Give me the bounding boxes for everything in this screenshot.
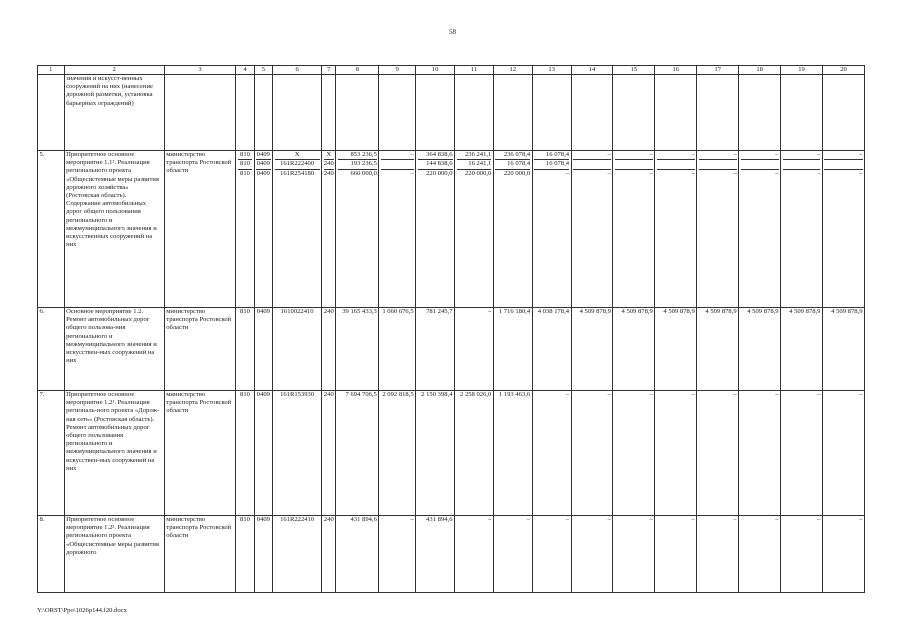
- column-header: 10: [416, 66, 455, 75]
- column-header: 8: [336, 66, 379, 75]
- page-number: 58: [449, 28, 456, 36]
- measure-name: Приоритетное основное мероприятие 1.1². Реализация регионального проекта «Общесистемные меры развития дорожного хозяйства» (Ростовская область). Содержание автомобильных дорог общего пользования регионального и межмуниципального значения и искусственных сооружений на них: [64, 151, 164, 308]
- value-cell: [236, 151, 254, 308]
- cell-value: 236 078,4: [495, 151, 530, 160]
- cell-value: 0409: [256, 391, 270, 398]
- value-cell: [379, 391, 416, 516]
- cell-value: 220 000,0: [426, 169, 453, 177]
- row-number: 5.: [38, 151, 65, 308]
- cell-value: –: [649, 391, 653, 398]
- cell-value: –: [691, 169, 695, 177]
- value-cell: [493, 391, 532, 516]
- table-row: [38, 308, 865, 391]
- column-header: 16: [655, 66, 697, 75]
- table-row: [38, 516, 865, 593]
- cell-value: 16 078,4: [495, 160, 530, 169]
- cell-value: Х: [275, 151, 320, 160]
- cell-value: –: [607, 516, 611, 523]
- cell-value: 240: [323, 516, 334, 523]
- value-cell: [254, 391, 272, 516]
- value-cell: [697, 516, 739, 593]
- value-cell: [455, 308, 494, 391]
- cell-value: –: [488, 516, 492, 523]
- cell-value: 2 258 026,0: [460, 391, 492, 398]
- value-cell: [822, 308, 864, 391]
- cell-value: 240: [323, 308, 334, 315]
- cell-value: 1 060 676,5: [382, 308, 414, 315]
- cell-value: –: [526, 516, 531, 523]
- value-cell: [613, 308, 655, 391]
- executor: министерство транспорта Ростовской области: [164, 151, 236, 308]
- value-cell: [739, 308, 781, 391]
- executor: министерство транспорта Ростовской области: [164, 516, 236, 593]
- cell-value: –: [381, 151, 414, 160]
- cell-value: –: [859, 391, 863, 398]
- value-cell: [613, 391, 655, 516]
- value-cell: [336, 391, 379, 516]
- cell-value: –: [859, 169, 863, 177]
- cell-value: 810: [240, 308, 250, 315]
- cell-value: 4 509 878,9: [789, 308, 821, 315]
- cell-value: [741, 160, 779, 169]
- cell-value: 0409: [256, 151, 270, 160]
- cell-value: 16 078,4: [534, 151, 569, 160]
- cell-value: 4 038 178,4: [537, 308, 570, 315]
- cell-value: [783, 160, 821, 169]
- column-header: 2: [64, 66, 164, 75]
- value-cell: [571, 151, 613, 308]
- value-cell: [493, 308, 532, 391]
- column-header: 13: [532, 66, 571, 75]
- cell-value: –: [615, 151, 653, 160]
- cell-value: –: [657, 151, 695, 160]
- row-number: 7.: [38, 391, 65, 516]
- cell-value: –: [824, 151, 862, 160]
- measure-name: значения и искусст-венных сооружений на них (нанесение дорожной разметки, установка барьерных ограждений): [64, 75, 164, 151]
- value-cell: [493, 516, 532, 593]
- cell-value: 161R254180: [280, 169, 315, 177]
- cell-value: 240: [323, 169, 334, 177]
- value-cell: [416, 308, 455, 391]
- cell-value: –: [410, 169, 414, 177]
- cell-value: 810: [238, 151, 252, 160]
- cell-value: [573, 160, 611, 169]
- value-cell: [322, 308, 336, 391]
- value-cell: [655, 151, 697, 308]
- cell-value: –: [691, 516, 695, 523]
- value-cell: [336, 516, 379, 593]
- value-cell: [822, 516, 864, 593]
- column-header: 6: [273, 66, 322, 75]
- value-cell: [739, 151, 781, 308]
- value-cell: [254, 151, 272, 308]
- value-cell: [322, 516, 336, 593]
- cell-value: –: [573, 151, 611, 160]
- measure-name: Приоритетное основное мероприятие 1.2¹. Реализация региональ-ного проекта «Дорож-ная сеть» (Ростовская область). Ремонт автомобильных дорог общего пользования регионального и межмуниципального значения и искусствен-ных сооружений на них: [64, 391, 164, 516]
- value-cell: [379, 308, 416, 391]
- table-row: [38, 75, 865, 151]
- cell-value: 810: [240, 169, 250, 177]
- cell-value: 16 241,1: [457, 160, 492, 169]
- column-header: 20: [822, 66, 864, 75]
- cell-value: 1 716 180,4: [498, 308, 531, 315]
- value-cell: [781, 151, 823, 308]
- value-cell: [254, 308, 272, 391]
- cell-value: 161R222410: [280, 516, 315, 523]
- cell-value: 4 509 878,9: [831, 308, 863, 315]
- cell-value: –: [817, 391, 821, 398]
- value-cell: [455, 391, 494, 516]
- cell-value: –: [649, 516, 653, 523]
- value-cell: [493, 151, 532, 308]
- value-cell: [571, 391, 613, 516]
- cell-value: 0409: [256, 308, 270, 315]
- value-cell: [322, 151, 336, 308]
- cell-value: 1 193 463,6: [498, 391, 531, 398]
- cell-value: 4 509 878,9: [705, 308, 737, 315]
- cell-value: 2 092 818,5: [382, 391, 414, 398]
- cell-value: 7 694 706,5: [345, 391, 377, 398]
- cell-value: 240: [323, 391, 334, 398]
- cell-value: 0409: [256, 516, 270, 523]
- cell-value: –: [565, 169, 570, 177]
- value-cell: [273, 151, 322, 308]
- measure-name: Основное мероприятие 1.2. Ремонт автомобильных дорог общего пользова-ния регионального и межмуниципального значения и искусствен-ных сооружений на них: [64, 308, 164, 391]
- cell-value: –: [741, 151, 779, 160]
- cell-value: [824, 160, 862, 169]
- value-cell: [379, 516, 416, 593]
- cell-value: 236 241,1: [457, 151, 492, 160]
- cell-value: [699, 160, 737, 169]
- value-cell: [416, 516, 455, 593]
- column-header: 4: [236, 66, 254, 75]
- cell-value: –: [649, 169, 653, 177]
- cell-value: 16 078,4: [534, 160, 569, 169]
- cell-value: 364 838,6: [418, 151, 453, 160]
- column-header: 9: [379, 66, 416, 75]
- value-cell: [416, 391, 455, 516]
- value-cell: [236, 308, 254, 391]
- column-header: 12: [493, 66, 532, 75]
- cell-value: 220 000,0: [464, 169, 492, 177]
- cell-value: –: [488, 308, 492, 315]
- measure-name: Приоритетное основное мероприятие 1.2². Реализация регионального проекта «Общесистемные меры развития дорожного: [64, 516, 164, 593]
- cell-value: 144 838,6: [418, 160, 453, 169]
- value-cell: [697, 308, 739, 391]
- cell-value: 0409: [256, 160, 270, 169]
- value-cell: [613, 516, 655, 593]
- cell-value: –: [699, 151, 737, 160]
- cell-value: 853 236,5: [338, 151, 377, 160]
- value-cell: [739, 391, 781, 516]
- cell-value: 220 000,0: [503, 169, 531, 177]
- value-cell: [655, 308, 697, 391]
- cell-value: 2 150 398,4: [421, 391, 453, 398]
- budget-table: [37, 65, 865, 593]
- cell-value: –: [775, 169, 779, 177]
- value-cell: [655, 516, 697, 593]
- file-path-footer: Y:\ORST\Ppo\1026p144.f20.docx: [37, 607, 127, 614]
- header-row: [38, 66, 865, 75]
- column-header: 7: [322, 66, 336, 75]
- value-cell: [697, 391, 739, 516]
- value-cell: [273, 516, 322, 593]
- value-cell: [532, 516, 571, 593]
- value-cell: [532, 308, 571, 391]
- cell-value: –: [783, 151, 821, 160]
- executor: министерство транспорта Ростовской области: [164, 391, 236, 516]
- cell-value: 810: [238, 160, 252, 169]
- cell-value: 4 509 878,9: [747, 308, 779, 315]
- column-header: 19: [781, 66, 823, 75]
- value-cell: [571, 308, 613, 391]
- cell-value: –: [733, 516, 737, 523]
- executor: министерство транспорта Ростовской области: [164, 308, 236, 391]
- column-header: 15: [613, 66, 655, 75]
- row-number: 6.: [38, 308, 65, 391]
- value-cell: [822, 391, 864, 516]
- cell-value: 660 000,0: [350, 169, 377, 177]
- cell-value: –: [565, 391, 570, 398]
- cell-value: 4 509 878,9: [663, 308, 695, 315]
- column-header: 11: [455, 66, 494, 75]
- cell-value: 4 509 878,9: [621, 308, 653, 315]
- value-cell: [532, 151, 571, 308]
- value-cell: [379, 151, 416, 308]
- cell-value: Х: [324, 151, 334, 160]
- cell-value: –: [775, 516, 779, 523]
- table-row: [38, 391, 865, 516]
- value-cell: [781, 516, 823, 593]
- value-cell: [254, 516, 272, 593]
- column-header: 18: [739, 66, 781, 75]
- cell-value: –: [733, 169, 737, 177]
- value-cell: [455, 151, 494, 308]
- value-cell: [236, 516, 254, 593]
- cell-value: 4 509 878,9: [579, 308, 611, 315]
- column-header: 5: [254, 66, 272, 75]
- value-cell: [655, 391, 697, 516]
- value-cell: [822, 151, 864, 308]
- cell-value: [615, 160, 653, 169]
- cell-value: 39 165 433,3: [342, 308, 377, 315]
- value-cell: [739, 516, 781, 593]
- cell-value: 431 894,6: [426, 516, 453, 523]
- cell-value: 781 245,7: [426, 308, 453, 315]
- cell-value: 193 236,5: [338, 160, 377, 169]
- value-cell: [697, 151, 739, 308]
- cell-value: –: [565, 516, 570, 523]
- value-cell: [532, 391, 571, 516]
- cell-value: 431 894,6: [350, 516, 377, 523]
- column-header: 14: [571, 66, 613, 75]
- value-cell: [336, 151, 379, 308]
- cell-value: –: [410, 516, 414, 523]
- value-cell: [571, 516, 613, 593]
- cell-value: 0409: [256, 169, 270, 177]
- cell-value: 161R222400: [275, 160, 320, 169]
- value-cell: [613, 151, 655, 308]
- cell-value: 161R153930: [280, 391, 315, 398]
- cell-value: 240: [324, 160, 334, 169]
- cell-value: [381, 160, 414, 169]
- cell-value: –: [775, 391, 779, 398]
- column-header: 17: [697, 66, 739, 75]
- cell-value: –: [607, 391, 611, 398]
- cell-value: –: [859, 516, 863, 523]
- cell-value: –: [733, 391, 737, 398]
- cell-value: –: [817, 169, 821, 177]
- value-cell: [781, 308, 823, 391]
- table-row: [38, 151, 865, 308]
- value-cell: [455, 516, 494, 593]
- column-header: 3: [164, 66, 236, 75]
- cell-value: –: [607, 169, 611, 177]
- value-cell: [416, 151, 455, 308]
- value-cell: [336, 308, 379, 391]
- cell-value: 1610022410: [280, 308, 314, 315]
- cell-value: –: [817, 516, 821, 523]
- value-cell: [781, 391, 823, 516]
- value-cell: [236, 391, 254, 516]
- value-cell: [322, 391, 336, 516]
- cell-value: –: [691, 391, 695, 398]
- value-cell: [273, 308, 322, 391]
- cell-value: [657, 160, 695, 169]
- row-number: 8.: [38, 516, 65, 593]
- value-cell: [273, 391, 322, 516]
- cell-value: 810: [240, 516, 250, 523]
- column-header: 1: [38, 66, 65, 75]
- cell-value: 810: [240, 391, 250, 398]
